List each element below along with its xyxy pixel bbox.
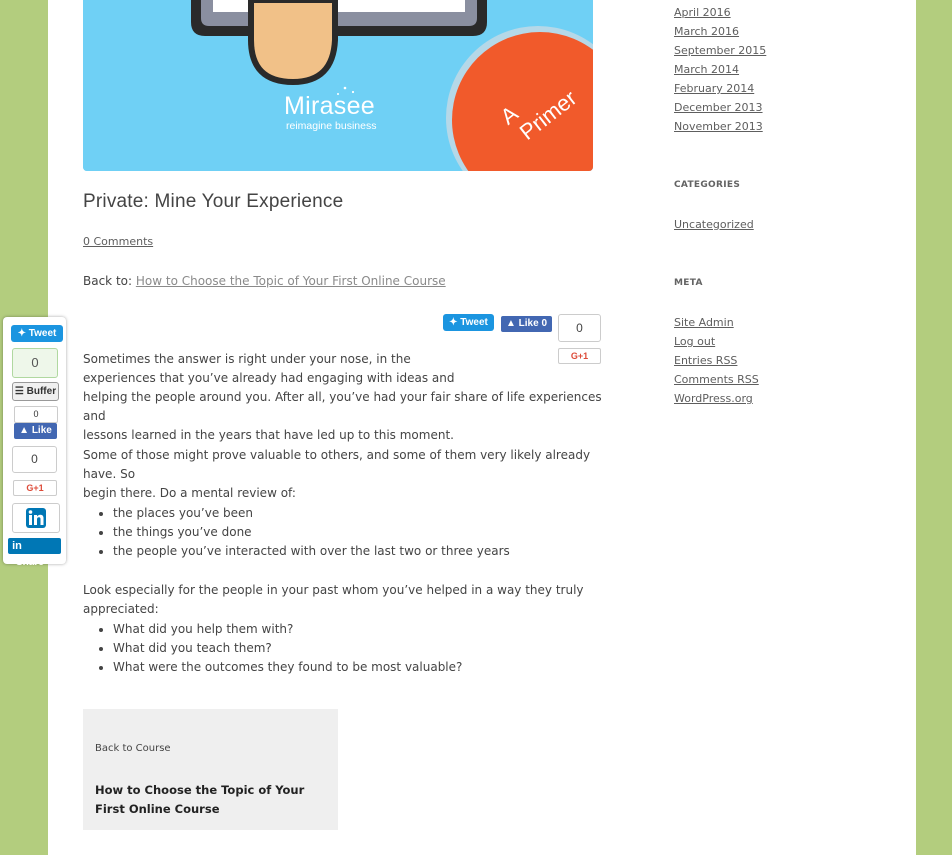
archive-link[interactable]: November 2013	[674, 120, 763, 133]
back-to-line	[83, 272, 446, 291]
meta-link[interactable]: Comments RSS	[674, 373, 759, 386]
archives-list	[674, 3, 766, 136]
thumbs-up-icon: ▲	[19, 425, 30, 436]
inline-gplus-button[interactable]: G+1	[558, 348, 601, 364]
list-item	[674, 22, 766, 41]
meta-list	[674, 313, 759, 408]
category-link[interactable]: Uncategorized	[674, 218, 754, 231]
list-item	[674, 41, 766, 60]
twitter-bird-icon: ✦	[17, 328, 26, 339]
paragraph-1-line: helping the people around you. After all, you’ve had your fair share of life experiences and	[83, 390, 602, 423]
back-to-course-box[interactable]	[83, 709, 338, 830]
archive-link[interactable]: April 2016	[674, 6, 731, 19]
list-item: • the places you’ve been	[113, 504, 510, 523]
archive-link[interactable]: March 2016	[674, 25, 740, 38]
float-like-label: Like	[31, 425, 52, 436]
list-item	[674, 389, 759, 408]
float-tweet-label: Tweet	[28, 328, 57, 339]
linkedin-logo-icon	[13, 504, 59, 532]
list-item	[674, 3, 766, 22]
hero-image	[83, 0, 593, 171]
inline-tweet-label: Tweet	[460, 317, 488, 328]
meta-link[interactable]: Log out	[674, 335, 716, 348]
archive-link[interactable]: March 2014	[674, 63, 740, 76]
list-item	[674, 351, 759, 370]
meta-link[interactable]: Site Admin	[674, 316, 734, 329]
buffer-count: 0	[12, 348, 58, 378]
list-item	[674, 117, 766, 136]
linkedin-share-button[interactable]	[8, 538, 61, 568]
list-item	[674, 332, 759, 351]
badge-line-a: A	[495, 100, 523, 130]
float-gplus-count: 0	[12, 446, 57, 473]
paragraph-1	[83, 350, 603, 445]
categories-list	[674, 215, 754, 234]
buffer-button[interactable]	[12, 382, 59, 401]
paragraph-2-line: Some of those might prove valuable to others, and some of them very likely already have. So	[83, 448, 591, 481]
inline-gplus-count: 0	[558, 314, 601, 342]
inline-facebook-like-button[interactable]	[501, 316, 552, 332]
meta-link[interactable]: WordPress.org	[674, 392, 753, 405]
archive-link[interactable]: December 2013	[674, 101, 763, 114]
twitter-bird-icon: ✦	[449, 317, 458, 328]
inline-like-label: Like 0	[518, 318, 548, 329]
brand-logo-text: Mirasee	[284, 92, 376, 120]
buffer-stack-icon: ☰	[14, 386, 24, 397]
categories-heading: CATEGORIES	[674, 180, 741, 190]
list-item: • the things you’ve done	[113, 523, 510, 542]
float-facebook-like-button[interactable]	[14, 423, 57, 439]
post-title: Private: Mine Your Experience	[83, 191, 344, 212]
comments-link[interactable]: 0 Comments	[83, 235, 154, 248]
course-title[interactable]: How to Choose the Topic of Your First Online Course	[95, 783, 305, 816]
back-to-prefix: Back to:	[83, 274, 133, 288]
archive-link[interactable]: February 2014	[674, 82, 755, 95]
paragraph-1-line: Sometimes the answer is right under your nose, in the	[83, 352, 411, 366]
linkedin-share-label: Share	[16, 557, 44, 568]
list-item	[674, 79, 766, 98]
meta-link[interactable]: Entries RSS	[674, 354, 738, 367]
inline-tweet-button[interactable]	[443, 314, 494, 331]
paragraph-3: Look especially for the people in your past whom you’ve helped in a way they truly appreciated:	[83, 583, 584, 616]
list-item	[674, 215, 754, 234]
linkedin-count-box	[12, 503, 60, 533]
paragraph-2-line: begin there. Do a mental review of:	[83, 486, 296, 500]
back-to-course-link[interactable]: How to Choose the Topic of Your First Online Course	[135, 274, 446, 288]
float-tweet-button[interactable]	[11, 325, 63, 342]
list-item: • the people you’ve interacted with over the last two or three years	[113, 542, 510, 561]
linkedin-in-icon: in	[12, 540, 22, 552]
list-item	[674, 313, 759, 332]
questions-list	[83, 620, 462, 677]
floating-share-bar	[3, 317, 66, 568]
buffer-label: Buffer	[26, 386, 57, 397]
list-item	[674, 370, 759, 389]
paragraph-2	[83, 446, 603, 503]
thumbs-up-icon: ▲	[505, 318, 516, 329]
list-item	[674, 98, 766, 117]
paragraph-1-line: lessons learned in the years that have led up to this moment.	[83, 428, 454, 442]
paragraph-1-line: experiences that you’ve already had engaging with ideas and	[83, 371, 455, 385]
badge-line-primer: Primer	[514, 85, 582, 145]
back-to-course-label: Back to Course	[95, 743, 171, 754]
list-item: • What did you help them with?	[113, 620, 462, 639]
float-gplus-button[interactable]: G+1	[13, 480, 57, 496]
list-item	[674, 60, 766, 79]
facebook-like-count: 0	[14, 406, 58, 423]
brand-tagline: reimagine business	[286, 120, 377, 132]
list-item: • What were the outcomes they found to be most valuable?	[113, 658, 462, 677]
list-item: • What did you teach them?	[113, 639, 462, 658]
experience-list	[83, 504, 510, 561]
archive-link[interactable]: September 2015	[674, 44, 767, 57]
meta-heading: META	[674, 278, 703, 288]
